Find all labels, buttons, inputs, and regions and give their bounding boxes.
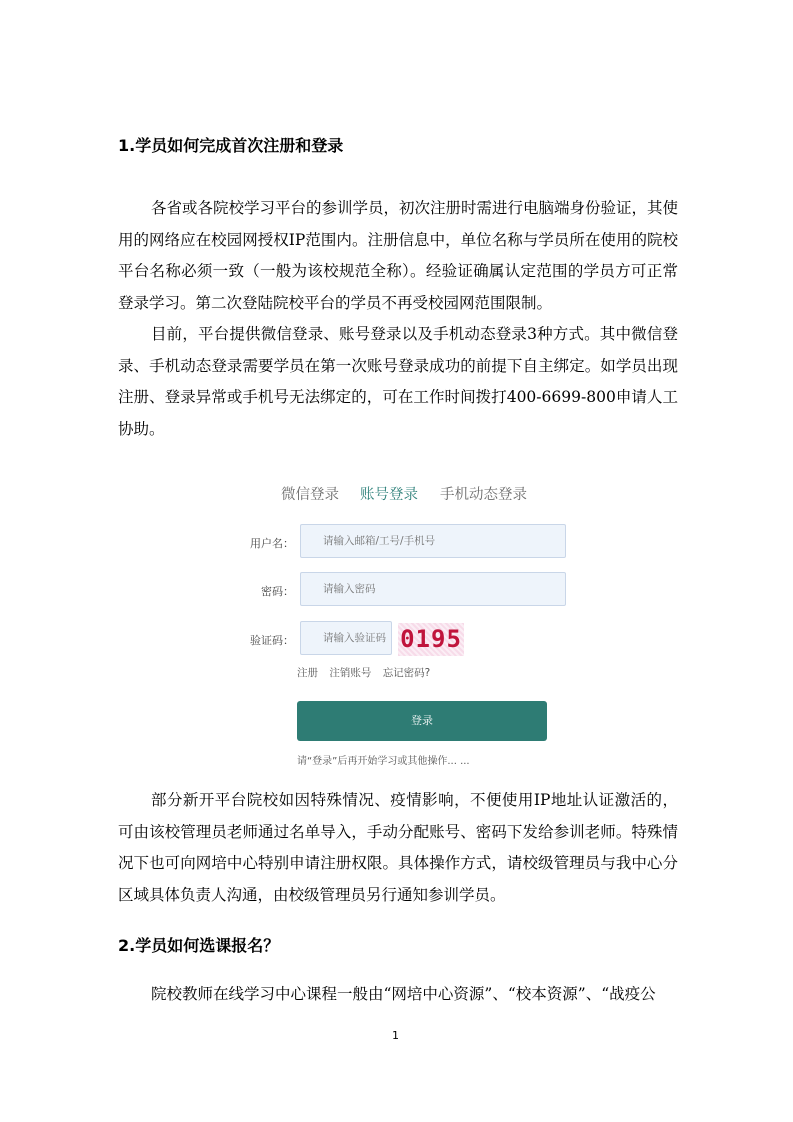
register-link[interactable]: 注册 <box>297 667 318 679</box>
page-number: 1 <box>392 1029 399 1042</box>
captcha-image[interactable]: 0195 <box>398 623 464 656</box>
username-label: 用户名： <box>250 537 294 550</box>
section1-paragraph-2: 目前，平台提供微信登录、账号登录以及手机动态登录3种方式。其中微信登录、手机动态登录需要学员在第一次账号登录成功的前提下自主绑定。如学员出现注册、登录异常或手机号无法绑定的，可在工作时间拨打400-6699-800申请人工协助。 <box>118 325 678 438</box>
tab-wechat-login[interactable]: 微信登录 <box>281 487 339 503</box>
tab-account-login[interactable]: 账号登录 <box>360 487 418 503</box>
password-input[interactable] <box>300 572 566 606</box>
login-button[interactable]: 登录 <box>297 701 547 741</box>
section1-paragraph-1: 各省或各院校学习平台的参训学员，初次注册时需进行电脑端身份验证，其使用的网络应在校园网授权IP范围内。注册信息中，单位名称与学员所在使用的院校平台名称必须一致（一般为该校规范全称）。经验证确属认定范围的学员方可正常登录学习。第二次登陆院校平台的学员不再受校园网范围限制。 <box>118 199 679 312</box>
username-input[interactable] <box>300 524 566 558</box>
password-label: 密码： <box>261 585 294 598</box>
deregister-link[interactable]: 注销账号 <box>329 667 372 679</box>
forgot-password-link[interactable]: 忘记密码? <box>382 667 431 679</box>
section2-heading: 2.学员如何选课报名？ <box>118 936 280 955</box>
section1-heading: 1.学员如何完成首次注册和登录 <box>118 136 344 155</box>
login-hint: 请“登录”后再开始学习或其他操作... ... <box>297 756 470 767</box>
tab-phone-login[interactable]: 手机动态登录 <box>440 487 527 503</box>
section2-paragraph: 院校教师在线学习中心课程一般由“网培中心资源”、“校本资源”、“战疫公 <box>151 985 656 1003</box>
auth-links <box>297 665 438 680</box>
after-ui-paragraph: 部分新开平台院校如因特殊情况、疫情影响，不便使用IP地址认证激活的，可由该校管理员老师通过名单导入，手动分配账号、密码下发给参训老师。特殊情况下也可向网培中心特别申请注册权限。具体操作方式，请校级管理员与我中心分区域具体负责人沟通，由校级管理员另行通知参训学员。 <box>118 791 678 904</box>
captcha-input[interactable] <box>300 621 392 655</box>
captcha-label: 验证码： <box>250 634 294 647</box>
